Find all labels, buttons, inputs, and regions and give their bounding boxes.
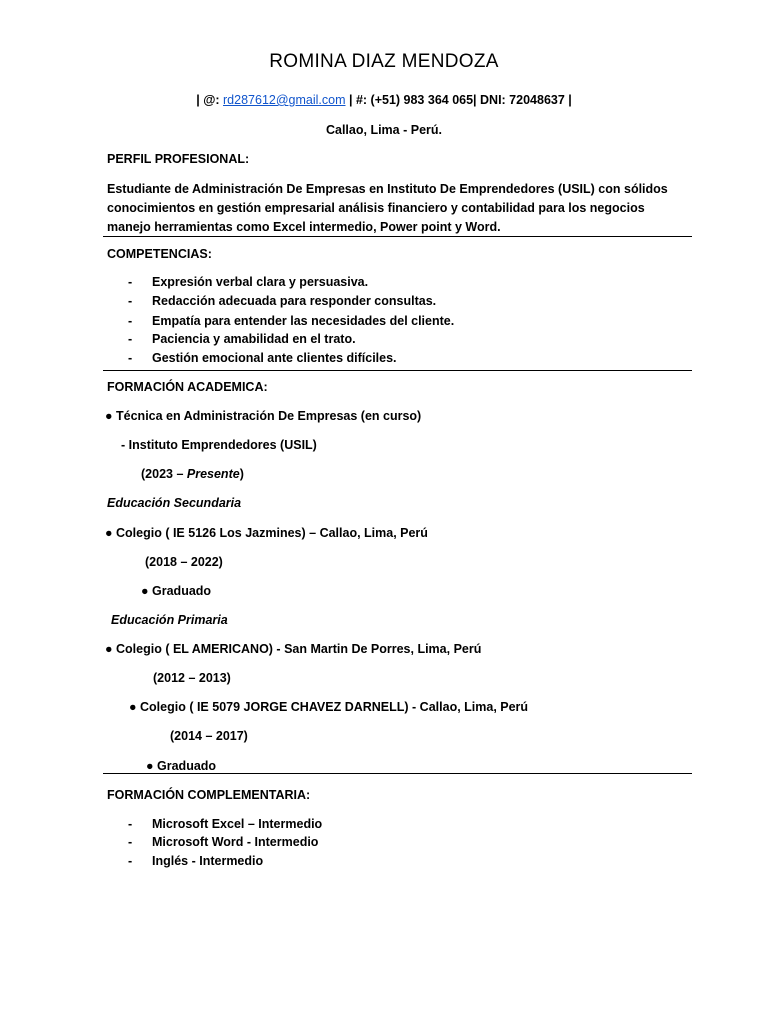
- secundaria-years: (2018 – 2022): [145, 555, 223, 569]
- section-divider: [103, 773, 692, 774]
- complementaria-heading: FORMACIÓN COMPLEMENTARIA:: [107, 788, 311, 802]
- list-item: Gestión emocional ante clientes difíciles.: [152, 351, 397, 365]
- list-bullet: -: [128, 275, 133, 289]
- secundaria-heading: Educación Secundaria: [107, 496, 242, 510]
- profile-line: conocimientos en gestión empresarial análisis financiero y contabilidad para los negocios: [107, 201, 645, 215]
- primaria-status: ● Graduado: [146, 759, 217, 773]
- list-bullet: -: [128, 854, 133, 868]
- contact-suffix: | #: (+51) 983 364 065| DNI: 72048637 |: [345, 93, 572, 107]
- profile-line: manejo herramientas como Excel intermedio, Power point y Word.: [107, 220, 501, 234]
- profile-line: Estudiante de Administración De Empresas en Instituto De Emprendedores (USIL) con sólidos: [107, 182, 668, 196]
- primaria-school-2: ● Colegio ( IE 5079 JORGE CHAVEZ DARNELL) - Callao, Lima, Perú: [129, 700, 529, 714]
- list-item: Paciencia y amabilidad en el trato.: [152, 332, 356, 346]
- formacion-heading: FORMACIÓN ACADEMICA:: [107, 380, 268, 394]
- list-item: Redacción adecuada para responder consultas.: [152, 294, 437, 308]
- contact-prefix: | @:: [196, 93, 224, 107]
- list-item: Expresión verbal clara y persuasiva.: [152, 275, 369, 289]
- secundaria-school: ● Colegio ( IE 5126 Los Jazmines) – Callao, Lima, Perú: [105, 526, 428, 540]
- list-item: Microsoft Word - Intermedio: [152, 835, 319, 849]
- section-divider: [103, 236, 692, 237]
- competencias-heading: COMPETENCIAS:: [107, 247, 212, 261]
- profile-heading: PERFIL PROFESIONAL:: [107, 152, 250, 166]
- secundaria-status: ● Graduado: [141, 584, 212, 598]
- list-bullet: -: [128, 817, 133, 831]
- tecnica-entry: ● Técnica en Administración De Empresas (en curso): [105, 409, 422, 423]
- list-item: Empatía para entender las necesidades del cliente.: [152, 314, 455, 328]
- list-bullet: -: [128, 351, 133, 365]
- list-bullet: -: [128, 294, 133, 308]
- primaria-years-2: (2014 – 2017): [170, 729, 248, 743]
- primaria-heading: Educación Primaria: [111, 613, 228, 627]
- location: Callao, Lima - Perú.: [325, 123, 442, 137]
- contact-line: [0, 92, 768, 108]
- list-item: Microsoft Excel – Intermedio: [152, 817, 323, 831]
- list-bullet: -: [128, 314, 133, 328]
- email-link[interactable]: rd287612@gmail.com: [223, 93, 346, 107]
- primaria-years-1: (2012 – 2013): [153, 671, 231, 685]
- list-item: Inglés - Intermedio: [152, 854, 264, 868]
- profile-text: [107, 180, 667, 237]
- list-bullet: -: [128, 835, 133, 849]
- instituto-years: (2023 – Presente): [141, 467, 244, 481]
- instituto-entry: - Instituto Emprendedores (USIL): [121, 438, 317, 452]
- candidate-name: ROMINA DIAZ MENDOZA: [269, 51, 499, 72]
- section-divider: [103, 370, 692, 371]
- list-bullet: -: [128, 332, 133, 346]
- primaria-school-1: ● Colegio ( EL AMERICANO) - San Martin De Porres, Lima, Perú: [105, 642, 482, 656]
